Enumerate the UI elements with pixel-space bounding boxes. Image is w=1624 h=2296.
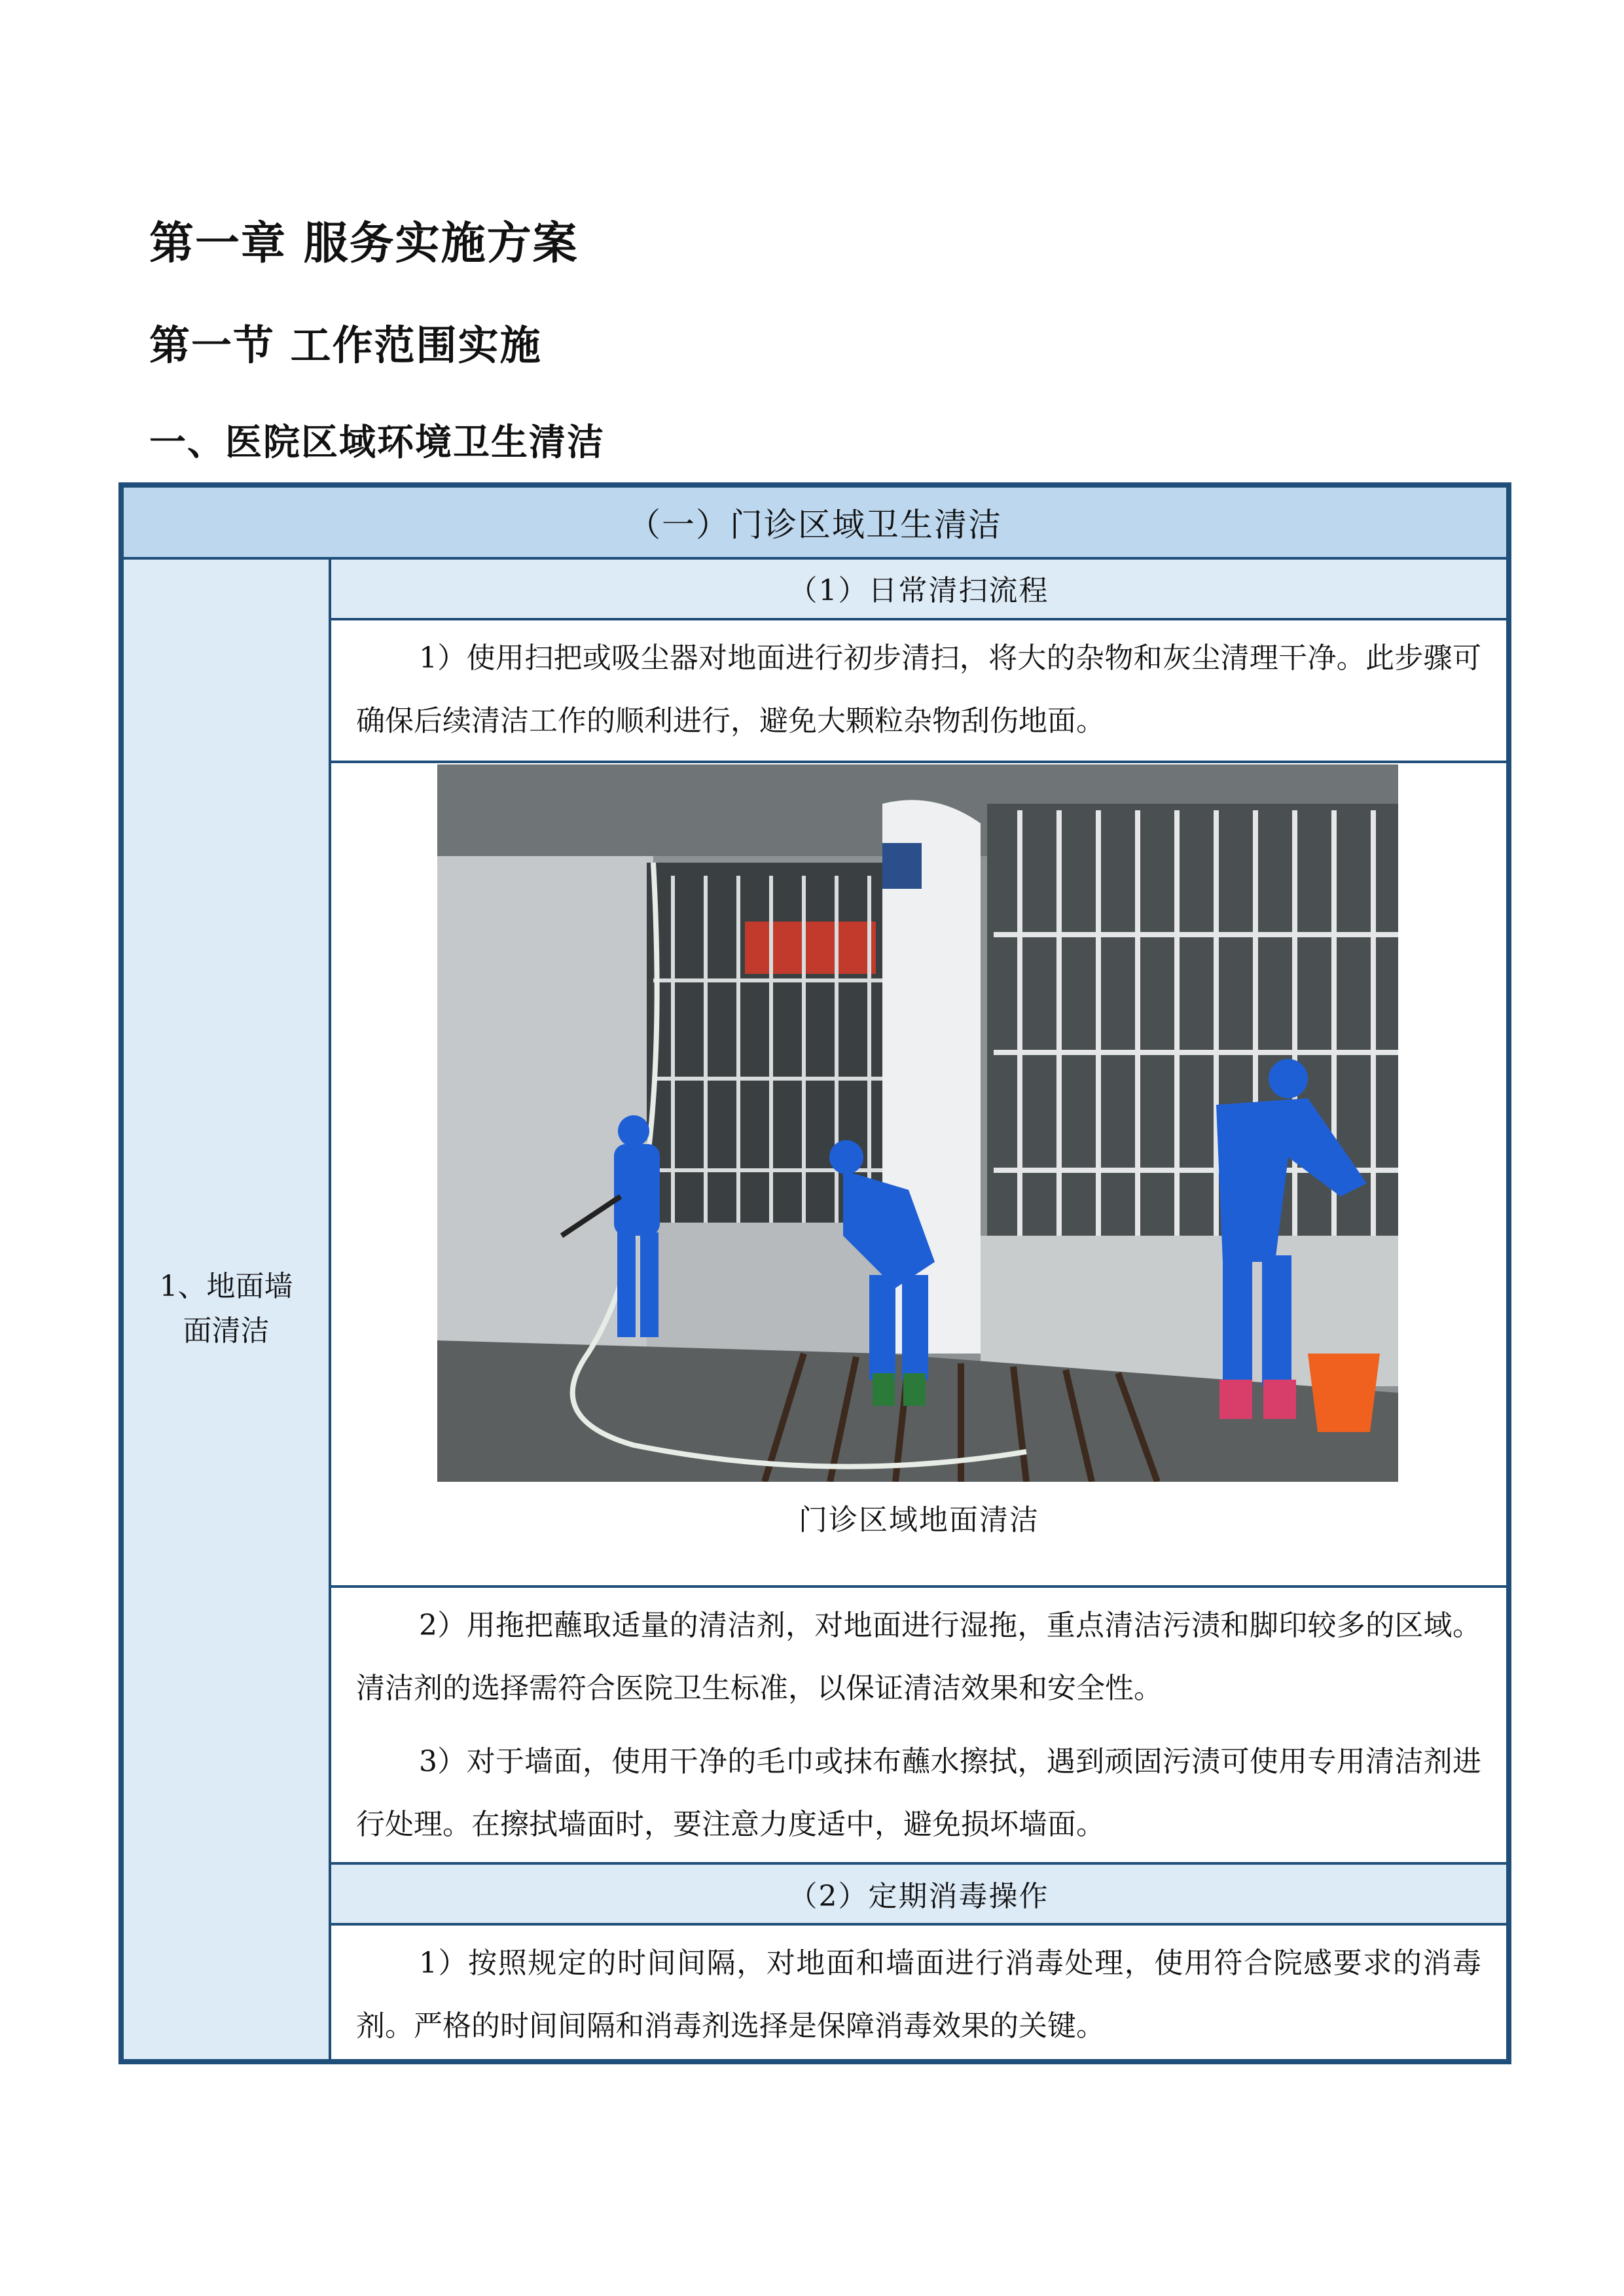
- table-header-text: （一）门诊区域卫生清洁: [628, 506, 1002, 544]
- rule-under-para1: [330, 761, 1506, 763]
- rule-left-col: [329, 558, 331, 2059]
- subsection-title: 一、医院区域环境卫生清洁: [149, 422, 605, 464]
- rule-under-photo: [330, 1585, 1506, 1588]
- part2-para1: 1）按照规定的时间间隔，对地面和墙面进行消毒处理，使用符合院感要求的消毒剂。严格的时间间隔和消毒剂选择是保障消毒效果的关键。: [356, 1946, 1481, 2043]
- photo-caption: 门诊区域地面清洁: [799, 1503, 1039, 1537]
- part1-para2: 2）用拖把蘸取适量的清洁剂，对地面进行湿拖，重点清洁污渍和脚印较多的区域。清洁剂的选择需符合医院卫生标准，以保证清洁效果和安全性。: [356, 1609, 1481, 1705]
- table-frame: [118, 482, 1511, 2064]
- section-title: 第一节 工作范围实施: [149, 321, 542, 369]
- rule-above-part2: [330, 1862, 1506, 1865]
- rule-under-part1-title: [330, 618, 1506, 620]
- part2-title: （2）定期消毒操作: [788, 1880, 1049, 1913]
- part1-title: （1）日常清扫流程: [788, 574, 1049, 607]
- part1-para1: 1）使用扫把或吸尘器对地面进行初步清扫，将大的杂物和灰尘清理干净。此步骤可确保后续清洁工作的顺利进行，避免大颗粒杂物刮伤地面。: [356, 641, 1481, 738]
- part1-para3: 3）对于墙面，使用干净的毛巾或抹布蘸水擦拭，遇到顽固污渍可使用专用清洁剂进行处理。在擦拭墙面时，要注意力度适中，避免损坏墙面。: [356, 1745, 1481, 1841]
- left-label-text: 1、地面墙 面清洁: [159, 1269, 293, 1348]
- chapter-title: 第一章 服务实施方案: [149, 218, 579, 270]
- rule-under-part2-title: [330, 1923, 1506, 1926]
